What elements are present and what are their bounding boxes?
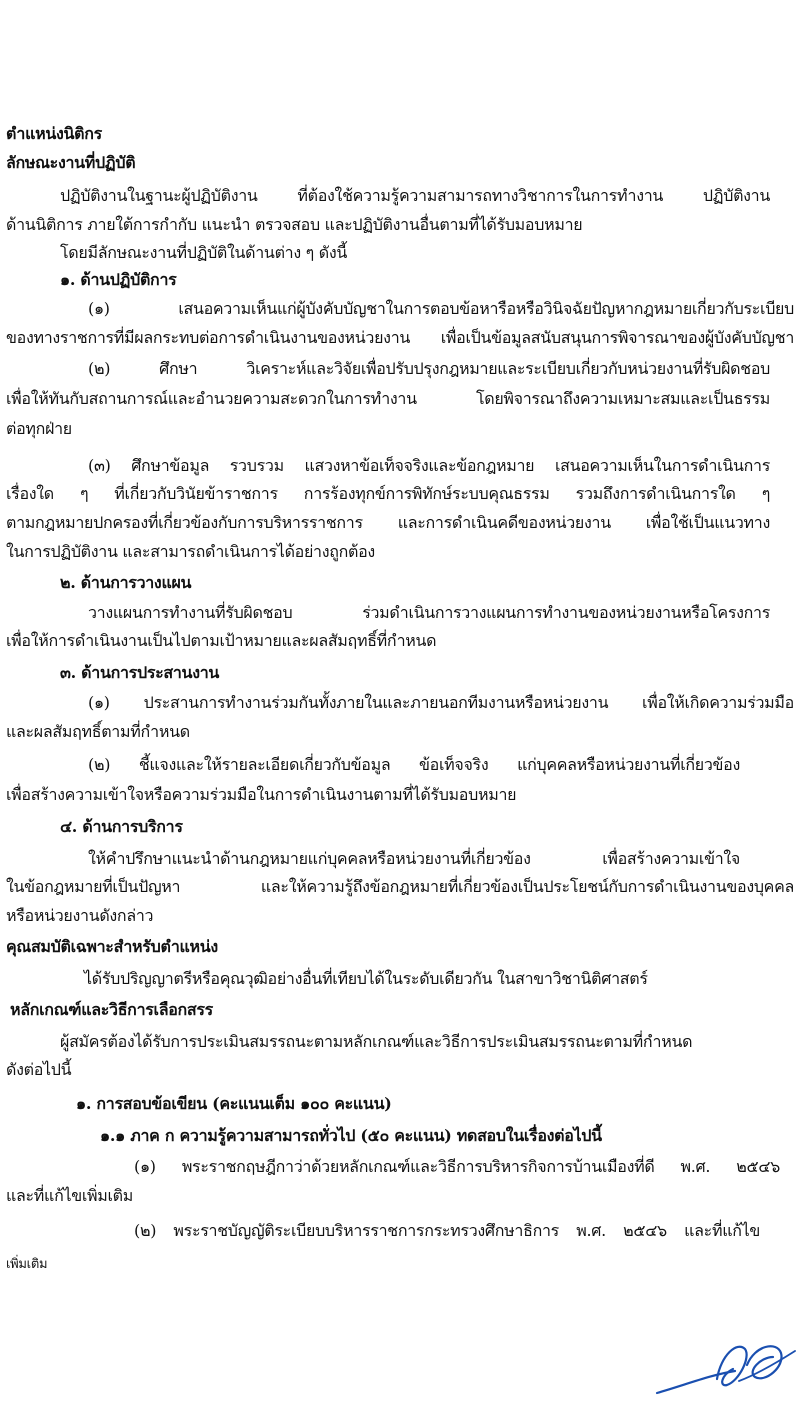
subsection-heading-written-exam: ๑. การสอบข้อเขียน (คะแนนเต็ม ๑๐๐ คะแนน)	[76, 1094, 392, 1113]
subsection-heading-planning: ๒. ด้านการวางแผน	[60, 573, 192, 592]
paragraph-line: เพื่อสร้างความเข้าใจหรือความร่วมมือในการดำเนินงานตามที่ได้รับมอบหมาย	[6, 785, 517, 804]
subsection-heading-part-a: ๑.๑ ภาค ก ความรู้ความสามารถทั่วไป (๕๐ คะแนน) ทดสอบในเรื่องต่อไปนี้	[100, 1126, 602, 1145]
paragraph-line: ให้คำปรึกษาแนะนำด้านกฎหมายแก่บุคคลหรือหน่วยงานที่เกี่ยวข้อง เพื่อสร้างความเข้าใจ	[88, 849, 740, 868]
paragraph-line: ของทางราชการที่มีผลกระทบต่อการดำเนินงานของหน่วยงาน เพื่อเป็นข้อมูลสนับสนุนการพิจารณาของผู้บังคับบัญชา	[6, 328, 794, 347]
paragraph-line: ต่อทุกฝ่าย	[6, 419, 72, 438]
paragraph-line: ในการปฏิบัติงาน และสามารถดำเนินการได้อย่างถูกต้อง	[6, 542, 375, 561]
section-heading-qualifications: คุณสมบัติเฉพาะสำหรับตำแหน่ง	[6, 937, 218, 956]
subsection-heading-operations: ๑. ด้านปฏิบัติการ	[60, 270, 177, 289]
paragraph-line: (๒) ศึกษา วิเคราะห์และวิจัยเพื่อปรับปรุงกฎหมายและระเบียบเกี่ยวกับหน่วยงานที่รับผิดชอบ	[88, 359, 770, 378]
paragraph-line: (๒) ชี้แจงและให้รายละเอียดเกี่ยวกับข้อมูล ข้อเท็จจริง แก่บุคคลหรือหน่วยงานที่เกี่ยวข้อง	[88, 755, 740, 774]
paragraph-line: (๑) พระราชกฤษฎีกาว่าด้วยหลักเกณฑ์และวิธีการบริหารกิจการบ้านเมืองที่ดี พ.ศ. ๒๕๔๖	[134, 1157, 780, 1176]
section-heading-job-description: ลักษณะงานที่ปฏิบัติ	[6, 153, 136, 172]
paragraph-line: ตามกฎหมายปกครองที่เกี่ยวข้องกับการบริหารราชการ และการดำเนินคดีของหน่วยงาน เพื่อใช้เป็นแนวทาง	[6, 513, 770, 532]
paragraph-line: โดยมีลักษณะงานที่ปฏิบัติในด้านต่าง ๆ ดังนี้	[60, 243, 347, 262]
paragraph-line: ปฏิบัติงานในฐานะผู้ปฏิบัติงาน ที่ต้องใช้ความรู้ความสามารถทางวิชาการในการทำงาน ปฏิบัติงาน	[60, 186, 770, 205]
paragraph-line: เพื่อให้ทันกับสถานการณ์และอำนวยความสะดวกในการทำงาน โดยพิจารณาถึงความเหมาะสมและเป็นธรรม	[6, 389, 770, 408]
paragraph-line: เพิ่มเติม	[6, 1257, 48, 1272]
paragraph-line: ได้รับปริญญาตรีหรือคุณวุฒิอย่างอื่นที่เทียบได้ในระดับเดียวกัน ในสาขาวิชานิติศาสตร์	[84, 969, 648, 988]
paragraph-line: ในข้อกฎหมายที่เป็นปัญหา และให้ความรู้ถึงข้อกฎหมายที่เกี่ยวข้องเป็นประโยชน์กับการดำเนินงานของบุคคล	[6, 877, 794, 896]
paragraph-line: (๑) เสนอความเห็นแก่ผู้บังคับบัญชาในการตอบข้อหารือหรือวินิจฉัยปัญหากฎหมายเกี่ยวกับระเบียบ	[88, 299, 794, 318]
paragraph-line: และที่แก้ไขเพิ่มเติม	[6, 1186, 134, 1205]
paragraph-line: ผู้สมัครต้องได้รับการประเมินสมรรถนะตามหลักเกณฑ์และวิธีการประเมินสมรรถนะตามที่กำหนด	[60, 1032, 693, 1051]
paragraph-line: เรื่องใด ๆ ที่เกี่ยวกับวินัยข้าราชการ การร้องทุกข์การพิทักษ์ระบบคุณธรรม รวมถึงการดำเนินการใด ๆ	[6, 484, 770, 503]
paragraph-line: (๑) ประสานการทำงานร่วมกันทั้งภายในและภายนอกทีมงานหรือหน่วยงาน เพื่อให้เกิดความร่วมมือ	[88, 693, 794, 712]
subsection-heading-coordination: ๓. ด้านการประสานงาน	[60, 663, 220, 682]
paragraph-line: หรือหน่วยงานดังกล่าว	[6, 906, 154, 925]
paragraph-line: (๒) พระราชบัญญัติระเบียบบริหารราชการกระทรวงศึกษาธิการ พ.ศ. ๒๕๔๖ และที่แก้ไข	[134, 1221, 760, 1240]
subsection-heading-service: ๔. ด้านการบริการ	[60, 817, 183, 836]
handwritten-signature	[655, 1335, 800, 1405]
paragraph-line: ดังต่อไปนี้	[6, 1060, 72, 1079]
paragraph-line: วางแผนการทำงานที่รับผิดชอบ ร่วมดำเนินการวางแผนการทำงานของหน่วยงานหรือโครงการ	[88, 603, 770, 622]
paragraph-line: และผลสัมฤทธิ์ตามที่กำหนด	[6, 722, 190, 741]
section-heading-selection-criteria: หลักเกณฑ์และวิธีการเลือกสรร	[10, 1000, 213, 1019]
position-title: ตำแหน่งนิติกร	[6, 124, 102, 143]
paragraph-line: ด้านนิติการ ภายใต้การกำกับ แนะนำ ตรวจสอบ และปฏิบัติงานอื่นตามที่ได้รับมอบหมาย	[6, 215, 583, 234]
paragraph-line: (๓) ศึกษาข้อมูล รวบรวม แสวงหาข้อเท็จจริงและข้อกฎหมาย เสนอความเห็นในการดำเนินการ	[88, 456, 770, 475]
paragraph-line: เพื่อให้การดำเนินงานเป็นไปตามเป้าหมายและผลสัมฤทธิ์ที่กำหนด	[6, 631, 437, 650]
